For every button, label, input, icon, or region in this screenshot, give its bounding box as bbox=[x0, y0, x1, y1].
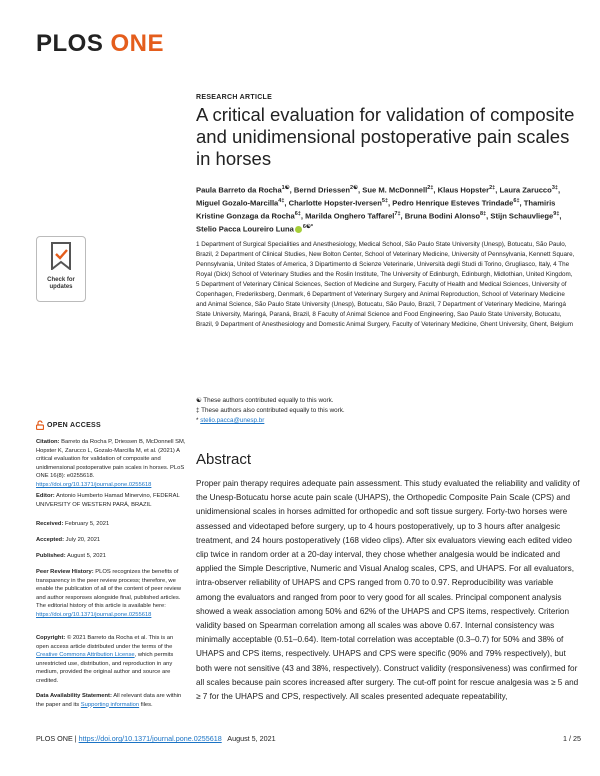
citation-text: Barreto da Rocha P, Driessen B, McDonnell SM, Hopster K, Zarucco L, Gozalo-Marcilla M, et al. (2021) A critical evaluation for validation of composite and unidimensional postoperative pain scales in horses. PLoS ONE 16(8): e0255618. bbox=[36, 439, 186, 480]
author-affiliation-marker: 3‡ bbox=[551, 185, 558, 191]
peer-review-link[interactable]: https://doi.org/10.1371/journal.pone.0255618 bbox=[36, 611, 152, 618]
footer-journal: PLOS ONE bbox=[36, 734, 73, 743]
copyright-block bbox=[36, 634, 186, 686]
author-name[interactable]: Laura Zarucco bbox=[499, 185, 552, 195]
logo-one: ONE bbox=[110, 30, 165, 57]
accepted-value: July 20, 2021 bbox=[65, 537, 101, 543]
cc-license-link[interactable]: Creative Commons Attribution License bbox=[36, 652, 135, 659]
author-affiliation-marker: 5‡ bbox=[381, 198, 389, 205]
corresponding-email bbox=[196, 416, 576, 426]
peer-review-label: Peer Review History: bbox=[36, 569, 94, 575]
author-affiliation-marker: 2☯ bbox=[350, 185, 359, 191]
data-availability-text: All relevant data are within the paper and its bbox=[36, 693, 182, 708]
author-affiliation-marker: 8‡ bbox=[480, 211, 487, 218]
data-availability-text-end: files. bbox=[139, 701, 153, 708]
accepted-date bbox=[36, 536, 186, 545]
email-link[interactable]: stelio.pacca@unesp.br bbox=[200, 417, 265, 424]
logo-plos: PLOS bbox=[36, 30, 104, 57]
also-equal-contribution-note: ‡ These authors also contributed equally to this work. bbox=[196, 407, 345, 414]
author-name[interactable]: Bruna Bodini Alonso bbox=[404, 211, 481, 221]
abstract-text: Proper pain therapy requires adequate pain assessment. This study evaluated the reliability and validity of the Unesp-Botucatu horse acute pain scale (UHAPS), the Orthopedic Composite Pain Scale (CPS) and unidimensional scales in horses admitted for orthopedic and soft tissue surgery. Forty-two horses were assessed and videotaped before surgery, up to 4 hours postoperatively, up to 3 hours after analgesic treatment, and 24 hours postoperatively (168 video clips). After six evaluators viewing each edited video clip twice in random order at a 20-day interval, they chose whether analgesia would be indicated and applied the Simple Descriptive, Numeric and Visual Analog scales, CPS, and UHAPS. For all evaluators, intra-observer reliability of UHAPS and CPS ranged from 0.70 to 0.97. Reproducibility was variable among the evaluators and ranged from poor to very good for all scales. Principal component analysis showed a weak association among 50% and 62% of the UHAPS and CPS items, respectively. Criterion validity based on Spearman correlation among all scales was above 0.67. Internal consistency was minimally acceptable (0.51–0.64). Item-total correlation was acceptable (0.3–0.7) for 50% and 38% of UHAPS and CPS items, respectively. UHAPS and CPS were specific (90% and 79% respectively), but both were not sensitive (43 and 38%, respectively). Construct validity (responsiveness) was confirmed for all scales because pain scores increased after surgery. The cut-off point for rescue analgesia was ≥ 5 and ≥ 7 for the UHAPS and CPS, respectively. All scales presented adequate repeatability, bbox=[196, 479, 580, 702]
author-name[interactable]: Bernd Driessen bbox=[293, 185, 351, 195]
author-name[interactable]: Miguel Gozalo-Marcilla bbox=[196, 198, 279, 208]
author-name[interactable]: Stijn Schauvliege bbox=[490, 211, 554, 221]
peer-review-text: PLOS recognizes the benefits of transparency in the peer review process; therefore, we enable the publication of all of the content of peer review and author responses alongside final, published articles. The editorial history of this article is available here: bbox=[36, 569, 182, 610]
received-date bbox=[36, 520, 186, 529]
check-for-updates-badge[interactable] bbox=[36, 236, 86, 302]
author-name[interactable]: Stelio Pacca Loureiro Luna bbox=[196, 224, 294, 234]
footer-doi-link[interactable]: https://doi.org/10.1371/journal.pone.0255618 bbox=[78, 734, 222, 743]
editor-label: Editor: bbox=[36, 493, 55, 499]
email-marker: * bbox=[196, 417, 201, 424]
author-name[interactable]: Marilda Onghero Taffarel bbox=[305, 211, 395, 221]
author-name[interactable]: Paula Barreto da Rocha bbox=[196, 185, 282, 195]
check-for-updates-label: Check for updates bbox=[47, 277, 75, 290]
author-name[interactable]: Pedro Henrique Esteves Trindade bbox=[392, 198, 514, 208]
author-affiliation-marker: 2‡ bbox=[427, 185, 434, 191]
footer-date: August 5, 2021 bbox=[227, 734, 276, 743]
copyright-text: © 2021 Barreto da Rocha et al. This is an open access article distributed under the terms of the bbox=[36, 635, 174, 650]
author-list: Paula Barreto da Rocha$^{1☯}$, Bernd Driessen$^{2☯}$, Sue M. McDonnell$^{2\ddagger}$, Klaus Hopster$^{2\ddagger}$, Laura Zarucco$^{3\ddagger}$, Miguel Gozalo-Marcilla$^{4\ddagger}$, Charlotte Hopster-Iversen$^{5\ddagger}$, Pedro Henrique Esteves Trindade$^{6\ddagger}$, Thamiris Kristine Gonzaga da Rocha$^{6\ddagger}$, Marilda Onghero Taffarel$^{7\ddagger}$, Bruna Bodini Alonso$^{8\ddagger}$, Stijn Schauvliege$^{9\ddagger}$, Stelio Pacca Loureiro Luna $^{6☯*}$ bbox=[196, 185, 562, 234]
author-name[interactable]: Charlotte Hopster-Iversen bbox=[288, 198, 382, 208]
received-value: February 5, 2021 bbox=[65, 521, 110, 527]
equal-contribution-note: ☯ These authors contributed equally to this work. bbox=[196, 397, 334, 404]
open-access-text: OPEN ACCESS bbox=[47, 421, 101, 429]
author-affiliation-marker: 7‡ bbox=[394, 211, 401, 218]
published-date bbox=[36, 552, 186, 561]
open-lock-icon bbox=[36, 420, 44, 430]
page-footer bbox=[36, 734, 581, 743]
peer-review-block bbox=[36, 568, 186, 620]
author-name[interactable]: Sue M. McDonnell bbox=[362, 185, 428, 195]
published-label: Published: bbox=[36, 553, 66, 559]
author-affiliation-marker: 9‡ bbox=[553, 211, 560, 218]
author-affiliation-marker: 2‡ bbox=[489, 185, 496, 191]
journal-logo bbox=[36, 30, 164, 58]
footer-separator: | bbox=[72, 734, 79, 743]
copyright-text-end: , which permits unrestricted use, distribution, and reproduction in any medium, provided the original author and source are credited. bbox=[36, 652, 174, 684]
copyright-label: Copyright: bbox=[36, 635, 66, 641]
author-affiliation-marker: 4‡ bbox=[278, 198, 285, 205]
article-title: A critical evaluation for validation of composite and unidimensional postoperative pain scales in horses bbox=[196, 104, 575, 169]
article-type: RESEARCH ARTICLE bbox=[196, 94, 273, 101]
page-number: 1 / 25 bbox=[563, 734, 581, 743]
affiliations: 1 Department of Surgical Specialities and Anesthesiology, Medical School, São Paulo State University (Unesp), Botucatu, São Paulo, Brazil, 2 Department of Clinical Studies, New Bolton Center, School of Veterinary Medicine, University of Pennsylvania, Kennett Square, Pennsylvania, United States of America, 3 Dipartimento di Scienze Veterinarie, Università degli Studi di Torino, Grugliasco, Italy, 4 The Royal (Dick) School of Veterinary Studies and the Roslin Institute, The University of Edinburgh, Edinburgh, Midlothian, United Kingdom, 5 Department of Veterinary Clinical Sciences, Section of Medicine and Surgery, Faculty of Health and Medical Sciences, University of Copenhagen, Frederiksberg, Denmark, 6 Department of Veterinary Surgery and Animal Reproduction, School of Veterinary Medicine and Animal Science, São Paulo State University (Unesp), Botucatu, São Paulo, Brazil, 7 Department of Veterinary Medicine, Maringá State University, Maringá, Paraná, Brazil, 8 Faculty of Animal Science and Food Engineering, Sao Paulo State University, Botucatu, Brazil, 9 Department of Anesthesiology and Domestic Animal Surgery, Faculty of Veterinary Medicine, Ghent University, Ghent, Belgium bbox=[196, 241, 575, 328]
citation-block bbox=[36, 438, 186, 490]
author-name[interactable]: Klaus Hopster bbox=[437, 185, 490, 195]
author-affiliation-marker: 6‡ bbox=[294, 211, 301, 218]
author-affiliation-marker: 1☯ bbox=[281, 185, 290, 191]
author-name[interactable]: Thamiris Kristine Gonzaga da Rocha bbox=[196, 198, 556, 221]
editor-block bbox=[36, 492, 186, 509]
citation-doi-link[interactable]: https://doi.org/10.1371/journal.pone.0255618 bbox=[36, 481, 152, 488]
author-affiliation-marker: 6☯* bbox=[302, 224, 314, 231]
editor-text: Antonio Humberto Hamad Minervino, FEDERAL UNIVERSITY OF WESTERN PARÁ, BRAZIL bbox=[36, 493, 180, 508]
published-value: August 5, 2021 bbox=[66, 553, 106, 559]
author-notes bbox=[196, 396, 576, 426]
abstract-heading: Abstract bbox=[196, 451, 252, 468]
open-access-label bbox=[36, 420, 101, 430]
accepted-label: Accepted: bbox=[36, 537, 65, 543]
received-label: Received: bbox=[36, 521, 64, 527]
supporting-info-link[interactable]: Supporting information bbox=[80, 701, 140, 708]
author-affiliation-marker: 6‡ bbox=[513, 198, 520, 205]
bookmark-check-icon bbox=[48, 242, 74, 270]
data-availability-block bbox=[36, 692, 186, 709]
orcid-icon[interactable] bbox=[295, 226, 302, 233]
citation-label: Citation: bbox=[36, 439, 60, 445]
data-availability-label: Data Availability Statement: bbox=[36, 693, 112, 699]
